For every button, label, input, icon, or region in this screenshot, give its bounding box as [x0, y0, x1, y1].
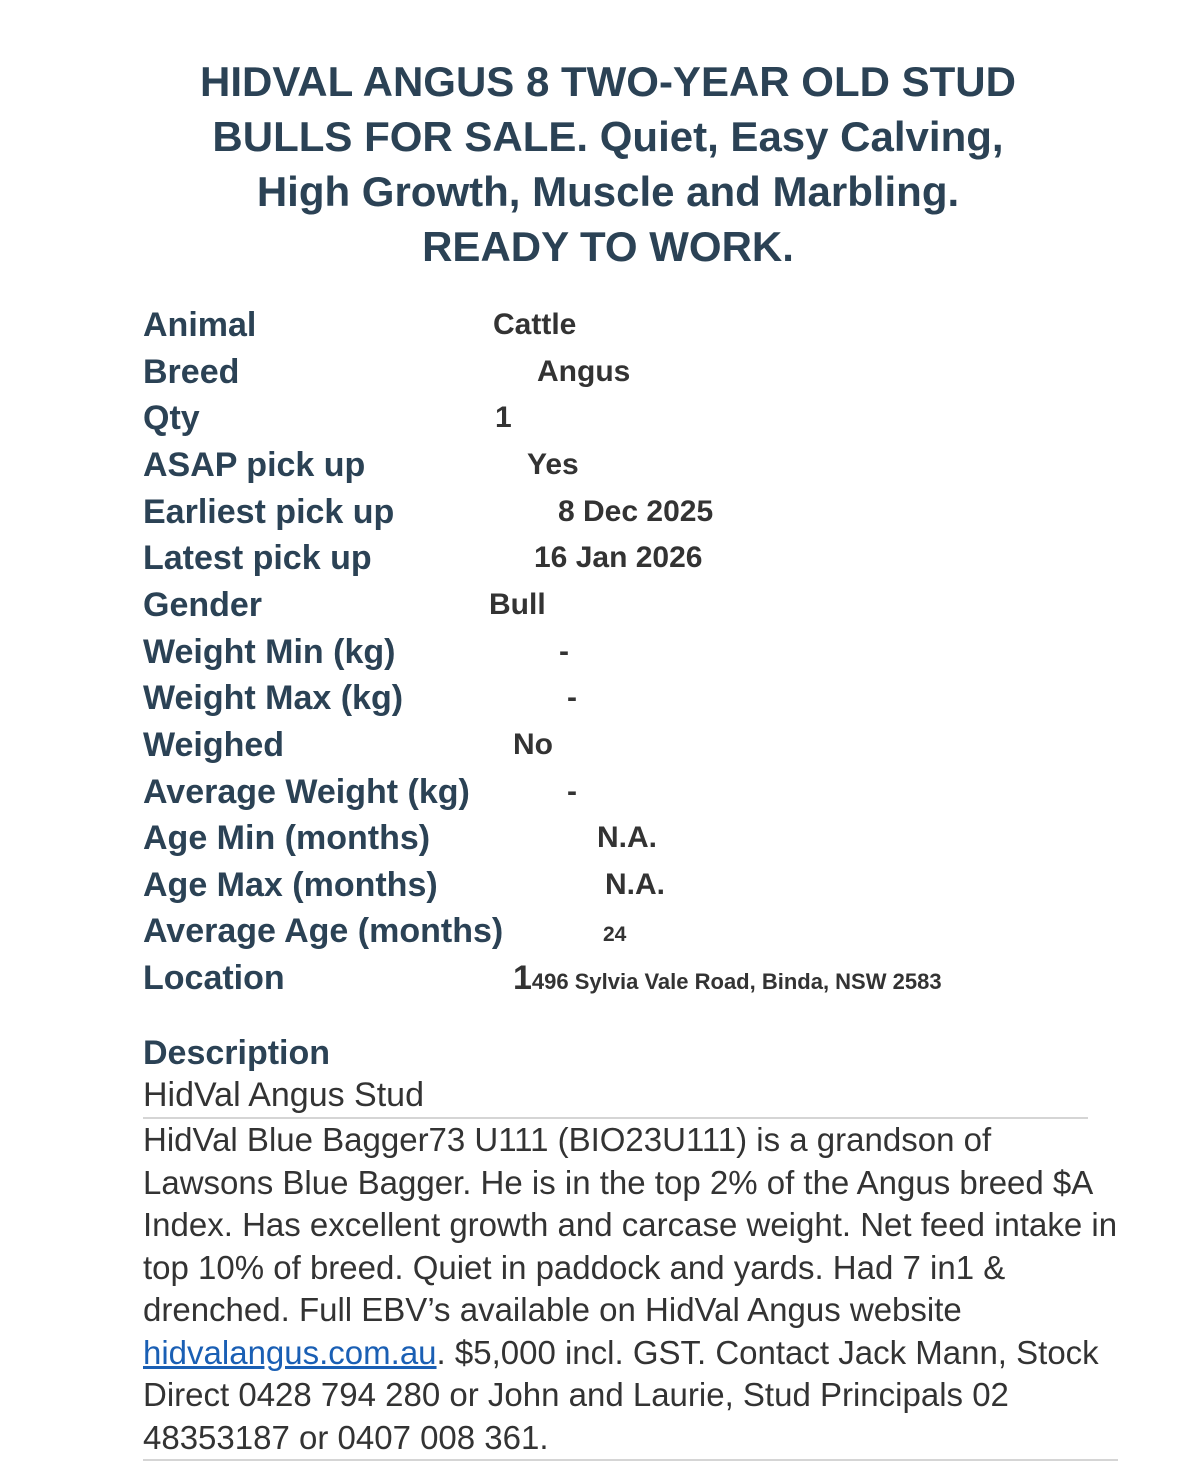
spec-label: Earliest pick up — [143, 493, 395, 531]
spec-row-age-max — [143, 865, 1143, 905]
description-body — [143, 1119, 1118, 1461]
title-line: High Growth, Muscle and Marbling. — [256, 168, 960, 215]
spec-label: Age Min (months) — [143, 819, 431, 857]
description-text: . $5,000 incl. GST. Contact Jack Mann, Stock Direct 0428 794 280 or John and Laurie, Stud Principals 02 48353187 or 0407 008 361. — [143, 1333, 1099, 1456]
spec-row-latest-pick-up — [143, 538, 1143, 578]
spec-row-qty — [143, 398, 1143, 438]
description-heading: Description — [143, 1034, 331, 1072]
location-value — [513, 958, 942, 1002]
spec-label: Location — [143, 959, 285, 997]
spec-row-asap-pick-up — [143, 445, 1143, 485]
spec-label: Breed — [143, 353, 240, 391]
title-line: BULLS FOR SALE. Quiet, Easy Calving, — [212, 113, 1004, 160]
spec-value: 16 Jan 2026 — [534, 541, 703, 574]
spec-label: Weight Min (kg) — [143, 633, 396, 671]
spec-value: 8 Dec 2025 — [558, 495, 714, 528]
spec-label: Average Age (months) — [143, 912, 504, 950]
spec-row-weight-min — [143, 632, 1143, 672]
spec-label: Qty — [143, 399, 200, 437]
spec-value: N.A. — [597, 821, 657, 854]
spec-value: Yes — [527, 448, 579, 481]
spec-label: Animal — [143, 306, 257, 344]
description-text: HidVal Blue Bagger73 U111 (BIO23U111) is a grandson of Lawsons Blue Bagger. He is in the top 2% of the Angus breed $A Index. Has excellent growth and carcase weight. Net feed intake in top 10% of breed. Quiet in paddock and yards. Had 7 in1 & drenched. Full EBV’s available on HidVal Angus website — [143, 1121, 1118, 1328]
listing-title — [100, 54, 1116, 274]
spec-row-age-min — [143, 818, 1143, 858]
location-value-rest: 496 Sylvia Vale Road, Binda, NSW 2583 — [531, 969, 942, 994]
spec-value: N.A. — [605, 868, 665, 901]
spec-value: - — [559, 635, 569, 668]
spec-value: - — [567, 775, 577, 808]
spec-value: Angus — [537, 355, 631, 388]
spec-value: No — [513, 728, 553, 761]
spec-label: Weight Max (kg) — [143, 679, 404, 717]
spec-label: ASAP pick up — [143, 446, 366, 484]
spec-row-average-age — [143, 911, 1143, 951]
spec-row-weight-max — [143, 678, 1143, 718]
spec-row-gender — [143, 585, 1143, 625]
website-link[interactable]: hidvalangus.com.au — [143, 1333, 437, 1371]
spec-value: Bull — [489, 588, 546, 621]
spec-row-earliest-pick-up — [143, 492, 1143, 532]
spec-row-breed — [143, 352, 1143, 392]
spec-label: Age Max (months) — [143, 866, 438, 904]
title-line: READY TO WORK. — [422, 223, 794, 270]
spec-value: - — [567, 681, 577, 714]
spec-value: Cattle — [493, 308, 577, 341]
description-subtitle: HidVal Angus Stud — [143, 1075, 1088, 1119]
spec-row-animal — [143, 305, 1143, 345]
spec-label: Weighed — [143, 726, 285, 764]
spec-row-weighed — [143, 725, 1143, 765]
location-value-first: 1 — [513, 959, 532, 997]
spec-value: 24 — [603, 923, 627, 946]
spec-label: Latest pick up — [143, 539, 372, 577]
spec-label: Gender — [143, 586, 263, 624]
spec-row-location — [143, 958, 1143, 998]
spec-value: 1 — [495, 401, 512, 434]
spec-row-average-weight — [143, 772, 1143, 812]
spec-label: Average Weight (kg) — [143, 773, 470, 811]
title-line: HIDVAL ANGUS 8 TWO-YEAR OLD STUD — [200, 58, 1016, 105]
